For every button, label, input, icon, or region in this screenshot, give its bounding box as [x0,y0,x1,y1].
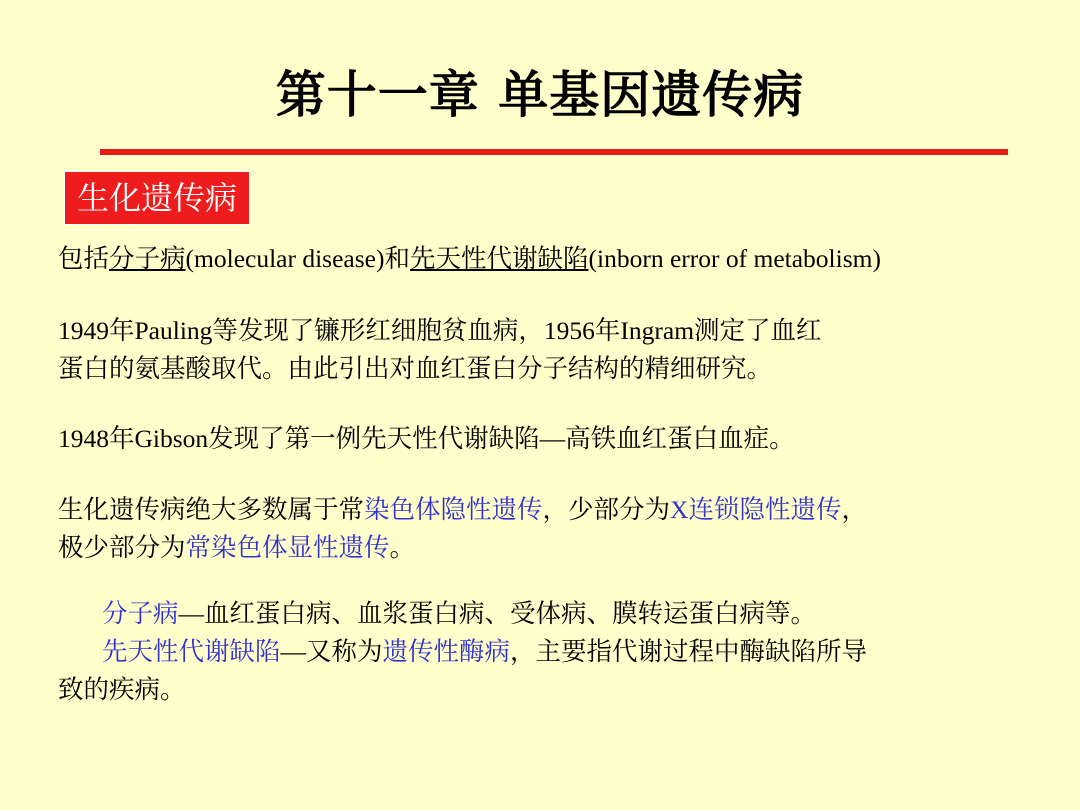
molecular-disease-label: 分子病 [102,599,179,628]
section-badge: 生化遗传病 [64,171,250,225]
text: —又称为 [280,637,383,666]
text: 致的疾病。 [58,675,186,704]
inborn-error-label: 先天性代谢缺陷 [102,637,281,666]
text: ，主要指代谢过程中酶缺陷所导 [510,637,868,666]
inheritance-paragraph [58,491,867,567]
term-molecular-disease: 分子病 [109,244,186,273]
text: —血红蛋白病、血浆蛋白病、受体病、膜转运蛋白病等。 [178,599,817,628]
text: 。 [389,533,416,562]
text: 极少部分为 [58,533,186,562]
text: ，少部分为 [542,495,671,524]
x-linked-recessive: X连锁隐性遗传 [670,495,842,524]
categories-paragraph [58,595,867,709]
title-underline-rule [100,149,1008,155]
hereditary-enzymopathy: 遗传性酶病 [382,637,511,666]
text: 生化遗传病绝大多数属于常 [58,495,365,524]
text: ， [841,495,867,524]
definition-line [58,240,881,278]
gibson-paragraph: 1948年Gibson发现了第一例先天性代谢缺陷—高铁血红蛋白血症。 [58,424,795,453]
autosomal-recessive: 染色体隐性遗传 [364,495,543,524]
autosomal-dominant: 常染色体显性遗传 [185,533,390,562]
history-line-1: 1949年Pauling等发现了镰形红细胞贫血病，1956年Ingram测定了血红 [58,316,822,345]
slide-title: 第十一章 单基因遗传病 [275,66,805,124]
text: 包括 [58,244,110,273]
history-paragraph [58,312,822,388]
text: (molecular disease)和 [185,244,410,273]
history-line-2: 蛋白的氨基酸取代。由此引出对血红蛋白分子结构的精细研究。 [58,354,773,383]
text: (inborn error of metabolism) [588,244,881,273]
term-inborn-error: 先天性代谢缺陷 [409,244,589,273]
